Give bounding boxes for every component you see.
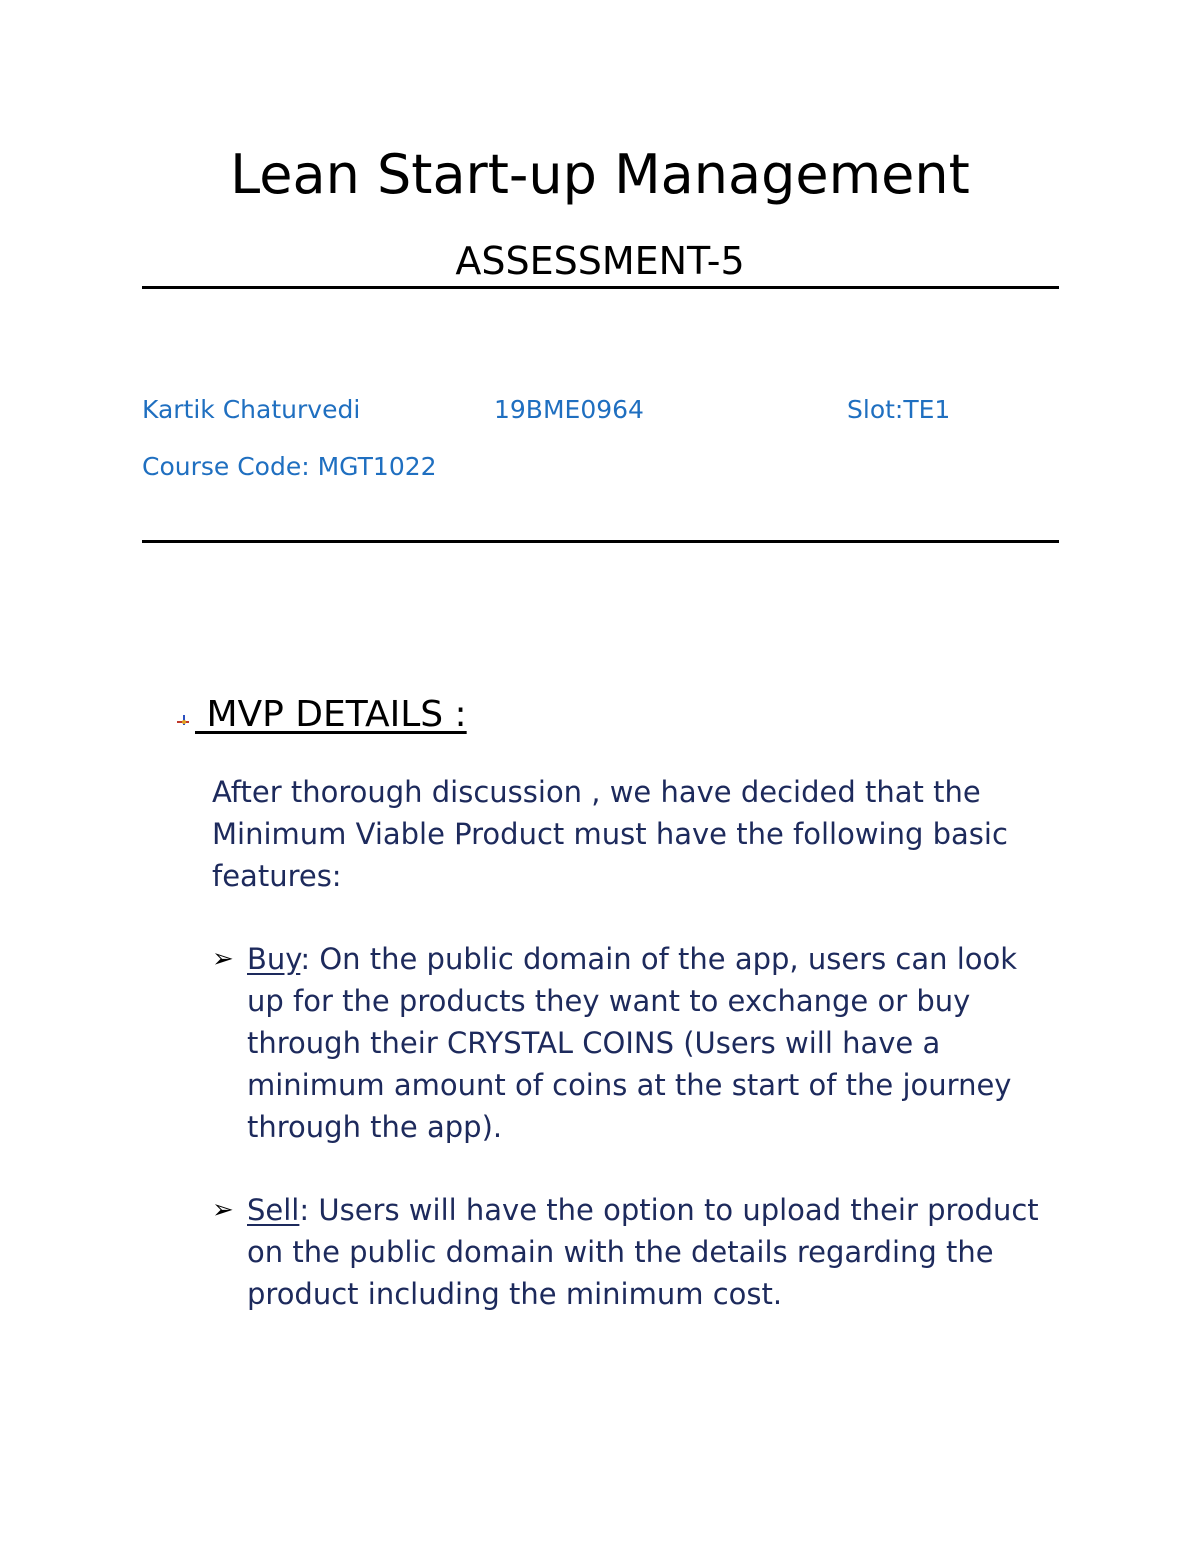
registration-number: 19BME0964 — [494, 395, 644, 424]
slot-label: Slot:TE1 — [847, 395, 951, 424]
document-title: Lean Start-up Management — [230, 143, 970, 206]
feature-term: Sell — [247, 1193, 300, 1227]
feature-description: : Users will have the option to upload their product on the public domain with the details regarding the product including the minimum cost. — [247, 1193, 1039, 1311]
section-heading-label: MVP DETAILS : — [195, 694, 467, 735]
student-name: Kartik Chaturvedi — [142, 395, 361, 424]
top-divider — [142, 286, 1059, 289]
arrowhead-bullet-icon: ➢ — [212, 944, 234, 974]
section-heading — [175, 692, 467, 738]
feature-item-buy — [212, 938, 1062, 1148]
pushpin-bullet-icon — [175, 692, 193, 714]
document-subtitle: ASSESSMENT-5 — [455, 239, 745, 283]
feature-term: Buy — [247, 942, 301, 976]
course-code: Course Code: MGT1022 — [142, 452, 437, 481]
bottom-divider — [142, 540, 1059, 543]
arrowhead-bullet-icon: ➢ — [212, 1195, 234, 1225]
feature-description: : On the public domain of the app, users can look up for the products they want to exchange or buy through their CRYSTAL COINS (Users will have a minimum amount of coins at the start of the journey through the app). — [247, 942, 1018, 1144]
feature-item-sell — [212, 1189, 1062, 1315]
intro-paragraph: After thorough discussion , we have decided that the Minimum Viable Product must have the following basic features: — [212, 775, 1008, 893]
